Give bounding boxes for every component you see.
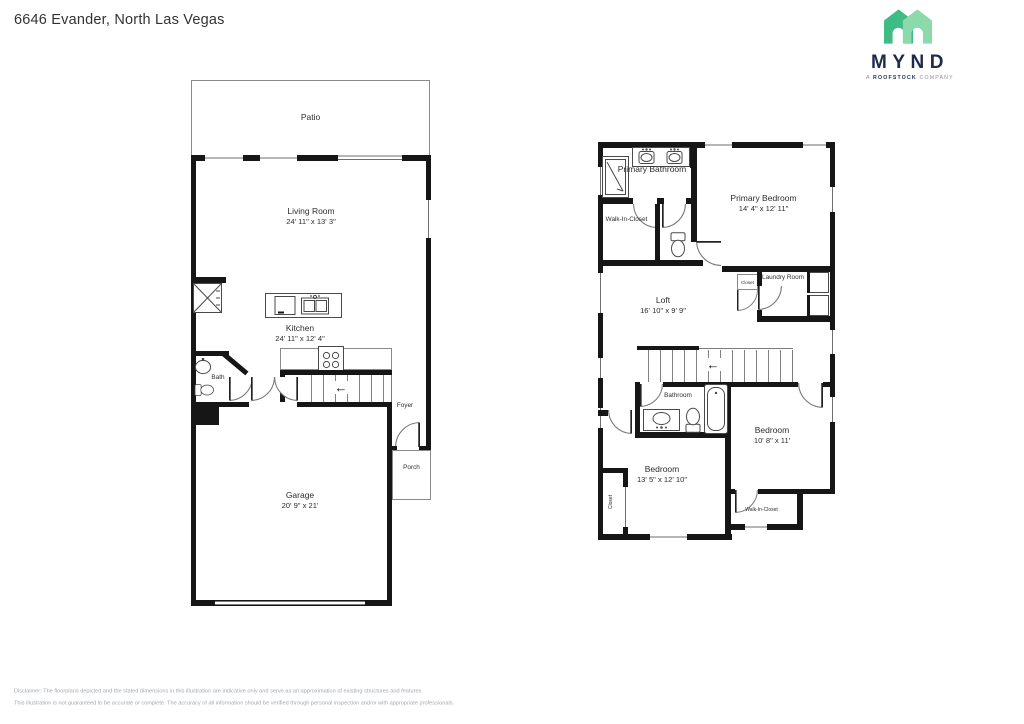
wall-segment bbox=[823, 382, 835, 387]
stairs-edge-line bbox=[792, 350, 793, 382]
door-arc bbox=[251, 377, 275, 401]
mynd-tagline bbox=[866, 75, 954, 81]
stove-icon bbox=[318, 346, 344, 372]
stairs-edge-line bbox=[699, 348, 793, 349]
room-name: Living Room bbox=[287, 206, 335, 216]
mynd-logo bbox=[866, 8, 954, 81]
disclaimer-line-1: Disclaimer: The floorplans depicted and the stated dimensions in this illustration are indicative only and serve as an approximation of existing structures and features. bbox=[14, 688, 423, 695]
room-label-bathroom: Bathroom bbox=[664, 392, 692, 399]
window bbox=[705, 142, 732, 148]
window bbox=[830, 330, 835, 354]
wall-segment bbox=[297, 402, 392, 407]
window bbox=[598, 273, 603, 313]
room-label-bedroom-closet: Closet bbox=[608, 494, 614, 510]
room-name: Primary Bathroom bbox=[617, 164, 687, 174]
porch-outline bbox=[392, 450, 431, 500]
room-dims: 10' 8" x 11' bbox=[753, 436, 791, 446]
window bbox=[830, 397, 835, 422]
door-arc bbox=[696, 241, 721, 266]
door-arc bbox=[662, 204, 686, 228]
wall-segment bbox=[598, 198, 633, 204]
wall-segment bbox=[691, 142, 697, 242]
room-name: Garage bbox=[285, 490, 315, 500]
mynd-houses-icon bbox=[884, 8, 932, 45]
room-label-porch: Porch bbox=[403, 464, 420, 471]
room-name: Bedroom bbox=[754, 425, 790, 435]
page-title: 6646 Evander, North Las Vegas bbox=[14, 12, 225, 28]
wall-segment bbox=[686, 198, 697, 204]
window bbox=[830, 187, 835, 212]
stairs-direction-arrow-icon: ← bbox=[703, 358, 723, 371]
wall-segment-diagonal bbox=[221, 351, 249, 375]
stairs-direction-arrow-icon: ← bbox=[331, 381, 351, 394]
room-label-primary-walk-in-closet: Walk-In-Closet bbox=[605, 216, 648, 223]
bathtub-icon bbox=[704, 384, 728, 434]
window bbox=[650, 534, 687, 540]
bathroom-sink-vanity-icon bbox=[643, 409, 680, 431]
room-name: Loft bbox=[655, 295, 671, 305]
door-arc bbox=[798, 383, 823, 408]
mynd-wordmark: MYND bbox=[871, 52, 949, 73]
room-label-bedroom-2 bbox=[732, 425, 812, 447]
wall-segment bbox=[725, 489, 735, 494]
floor-plan-second-floor bbox=[598, 142, 835, 540]
sliding-door bbox=[338, 155, 402, 161]
toilet-icon bbox=[683, 407, 703, 433]
room-label-laundry-room: Laundry Room bbox=[762, 274, 804, 281]
door-arc bbox=[737, 290, 758, 311]
tagline-a: A bbox=[866, 75, 871, 81]
room-dims: 16' 10" x 9' 9" bbox=[640, 306, 686, 316]
room-label-loft bbox=[623, 295, 703, 317]
shower-icon bbox=[602, 156, 629, 198]
room-dims: 24' 11" x 12' 4" bbox=[275, 334, 325, 344]
room-label-primary-bathroom bbox=[612, 164, 692, 175]
floor-plan-first-floor bbox=[191, 80, 431, 606]
wall-segment bbox=[655, 204, 660, 260]
wall-segment bbox=[598, 260, 703, 266]
window bbox=[598, 358, 603, 378]
window bbox=[260, 155, 297, 161]
wall-segment bbox=[598, 410, 608, 416]
closet-sliding-door bbox=[623, 487, 628, 527]
room-label-patio: Patio bbox=[300, 112, 321, 122]
kitchen-island-sink-icon bbox=[265, 293, 342, 318]
door-arc bbox=[274, 377, 298, 401]
disclaimer-line-2: This illustration is not guaranteed to be accurate or complete. The accuracy of all information should be verified through personal inspection and/or with appropriate professionals. bbox=[14, 700, 455, 707]
wall-segment bbox=[731, 382, 798, 387]
room-label-bedroom-3 bbox=[622, 464, 702, 486]
garage-door bbox=[215, 601, 365, 605]
window bbox=[745, 524, 767, 530]
wall-segment bbox=[387, 402, 392, 606]
room-dims: 13' 5" x 12' 10" bbox=[636, 475, 688, 485]
toilet-icon bbox=[668, 232, 688, 258]
room-label-bath: Bath bbox=[211, 374, 225, 381]
room-label-primary-bedroom bbox=[716, 193, 811, 215]
door-arc bbox=[758, 286, 782, 310]
door-arc bbox=[608, 410, 632, 434]
wall-segment bbox=[757, 316, 835, 322]
front-door-arc bbox=[395, 422, 420, 447]
room-dims: 14' 4" x 12' 11" bbox=[738, 204, 789, 214]
room-label-hall-closet: Closet bbox=[741, 279, 754, 285]
room-name: Bedroom bbox=[644, 464, 680, 474]
bathroom-sink-icon bbox=[194, 357, 212, 375]
room-dims: 20' 9" x 21' bbox=[281, 501, 319, 511]
room-name: Kitchen bbox=[285, 323, 315, 333]
room-dims: 24' 11" x 13' 3" bbox=[286, 217, 336, 227]
door-arc bbox=[229, 377, 253, 401]
pantry-closet-icon bbox=[193, 283, 222, 313]
room-label-walk-in-closet-2: Walk-In-Closet bbox=[745, 507, 778, 513]
room-label-living-room bbox=[251, 206, 371, 228]
window bbox=[205, 155, 243, 161]
tagline-roofstock: ROOFSTOCK bbox=[873, 75, 917, 81]
wall-segment bbox=[193, 405, 219, 425]
room-label-garage bbox=[240, 490, 360, 512]
window bbox=[426, 200, 431, 238]
room-label-foyer: Foyer bbox=[396, 402, 414, 409]
room-name: Primary Bedroom bbox=[730, 193, 797, 203]
tagline-company: COMPANY bbox=[919, 75, 954, 81]
stairs-edge-line bbox=[391, 375, 392, 402]
window bbox=[803, 142, 826, 148]
washer-dryer-icon bbox=[807, 272, 829, 316]
room-label-kitchen bbox=[240, 323, 360, 345]
